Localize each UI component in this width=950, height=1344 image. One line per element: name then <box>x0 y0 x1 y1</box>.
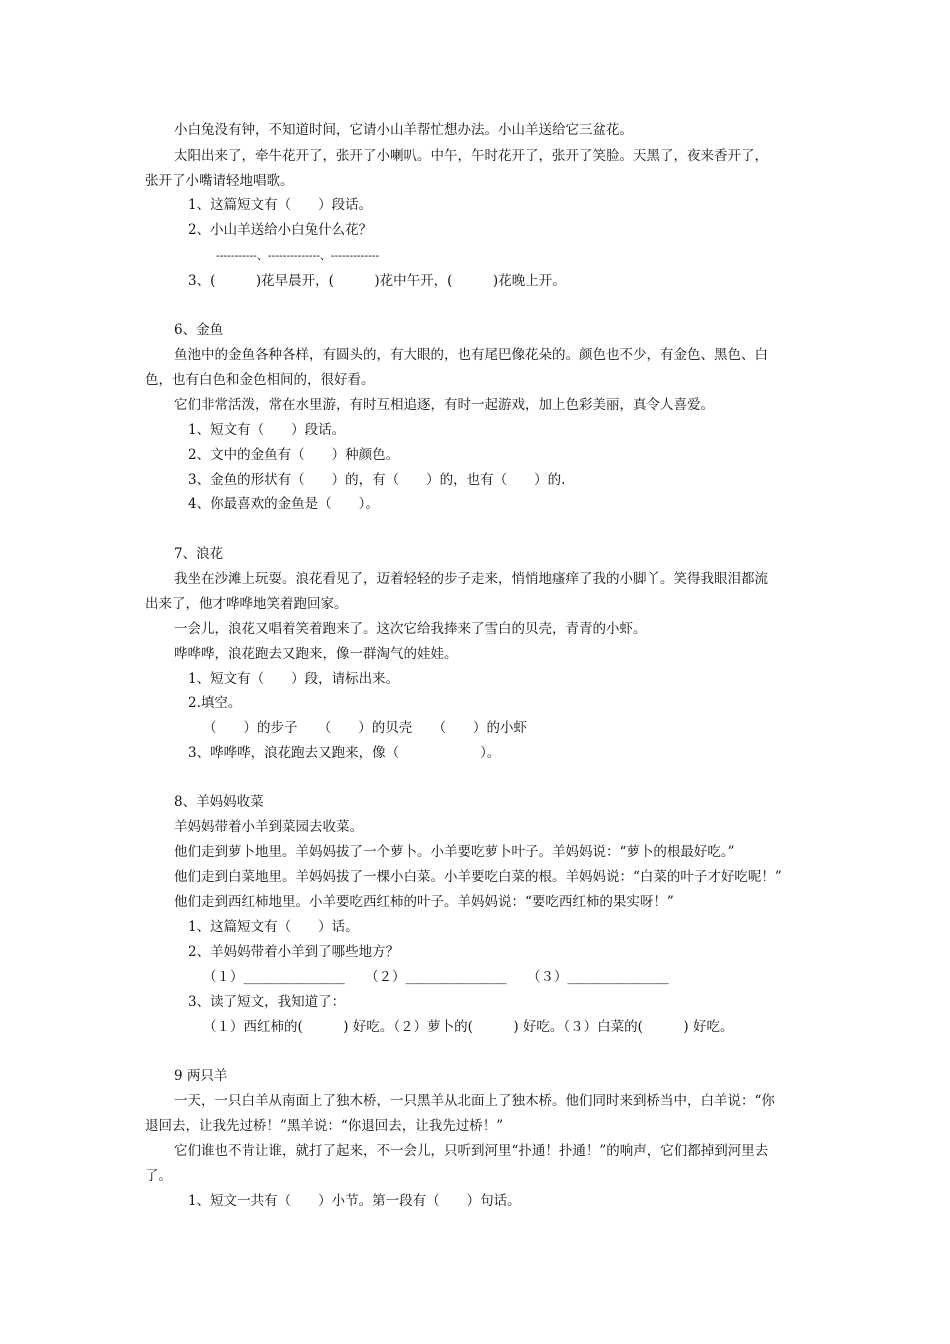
question-line: 2、小山羊送给小白兔什么花？ <box>188 222 373 238</box>
fill-in-line: （ ）的步子 （ ）的贝壳 （ ）的小虾 <box>203 720 527 736</box>
text-line: 张开了小嘴请轻地唱歌。 <box>145 173 294 189</box>
text-line: 我坐在沙滩上玩耍。浪花看见了，迈着轻轻的步子走来，悄悄地瘙痒了我的小脚丫。笑得我眼泪都流 <box>174 571 768 587</box>
question-line: 1、短文一共有（ ）小节。第一段有（ ）句话。 <box>188 1193 521 1209</box>
question-line: 2.填空。 <box>188 695 242 711</box>
question-line: 3、金鱼的形状有（ ）的，有（ ）的，也有（ ）的. <box>188 472 566 488</box>
question-line: 3、( )花早晨开，( )花中午开，( )花晚上开。 <box>188 273 566 289</box>
fill-in-line: （１）西红柿的( ) 好吃。（２）萝卜的( ) 好吃。（３）白菜的( ) 好吃。 <box>203 1019 734 1035</box>
text-line: 它们非常活泼，常在水里游，有时互相追逐，有时一起游戏，加上色彩美丽，真令人喜爱。 <box>174 397 714 413</box>
text-line: 哗哗哗，浪花跑去又跑来，像一群淘气的娃娃。 <box>174 646 458 662</box>
text-line: 出来了，他才哗哗地笑着跑回家。 <box>145 596 348 612</box>
question-line: 3、哗哗哗，浪花跑去又跑来，像（ ）。 <box>188 745 501 761</box>
text-line: 他们走到西红柿地里。小羊要吃西红柿的叶子。羊妈妈说：“要吃西红柿的果实呀！” <box>174 894 674 910</box>
text-line: 他们走到白菜地里。羊妈妈拔了一棵小白菜。小羊要吃白菜的根。羊妈妈说：“白菜的叶子才好吃呢！” <box>174 869 782 885</box>
question-line: 3、读了短文，我知道了： <box>188 994 346 1010</box>
question-line: 1、短文有（ ）段话。 <box>188 422 346 438</box>
section-title: 8、羊妈妈收菜 <box>174 794 264 810</box>
text-line: 退回去，让我先过桥！”黑羊说：“你退回去，让我先过桥！” <box>145 1118 504 1134</box>
question-line: 2、文中的金鱼有（ ）种颜色。 <box>188 447 400 463</box>
question-line: 1、这篇短文有（ ）段话。 <box>188 197 373 213</box>
question-line: 4、你最喜欢的金鱼是（ ）。 <box>188 496 379 512</box>
text-line: 一会儿，浪花又唱着笑着跑来了。这次它给我捧来了雪白的贝壳，青青的小虾。 <box>174 621 647 637</box>
text-line: 了。 <box>145 1168 172 1184</box>
question-line: 2、羊妈妈带着小羊到了哪些地方？ <box>188 944 400 960</box>
text-line: 羊妈妈带着小羊到菜园去收菜。 <box>174 819 363 835</box>
text-line: 一天，一只白羊从南面上了独木桥，一只黑羊从北面上了独木桥。他们同时来到桥当中，白羊说：“你 <box>174 1093 775 1109</box>
fill-in-line: （１）_______________ （２）_______________ （３）_______________ <box>203 969 669 985</box>
answer-blank-line: -----------、--------------、------------- <box>216 249 380 262</box>
text-line: 它们谁也不肯让谁，就打了起来，不一会儿，只听到河里“扑通！扑通！”的响声，它们都掉到河里去 <box>174 1143 769 1159</box>
section-title: 7、浪花 <box>174 546 224 562</box>
question-line: 1、短文有（ ）段，请标出来。 <box>188 671 400 687</box>
text-line: 太阳出来了，牵牛花开了，张开了小喇叭。中午，午时花开了，张开了笑脸。天黑了，夜来香开了， <box>174 148 768 164</box>
section-title: 6、金鱼 <box>174 322 224 338</box>
question-line: 1、这篇短文有（ ）话。 <box>188 919 359 935</box>
text-line: 鱼池中的金鱼各种各样，有圆头的，有大眼的，也有尾巴像花朵的。颜色也不少，有金色、黑色、白 <box>174 347 768 363</box>
text-line: 色，也有白色和金色相间的，很好看。 <box>145 372 375 388</box>
text-line: 他们走到萝卜地里。羊妈妈拔了一个萝卜。小羊要吃萝卜叶子。羊妈妈说：“萝卜的根最好吃。” <box>174 844 735 860</box>
section-title: 9 两只羊 <box>174 1068 228 1084</box>
text-line: 小白兔没有钟，不知道时间，它请小山羊帮忙想办法。小山羊送给它三盆花。 <box>174 122 633 138</box>
